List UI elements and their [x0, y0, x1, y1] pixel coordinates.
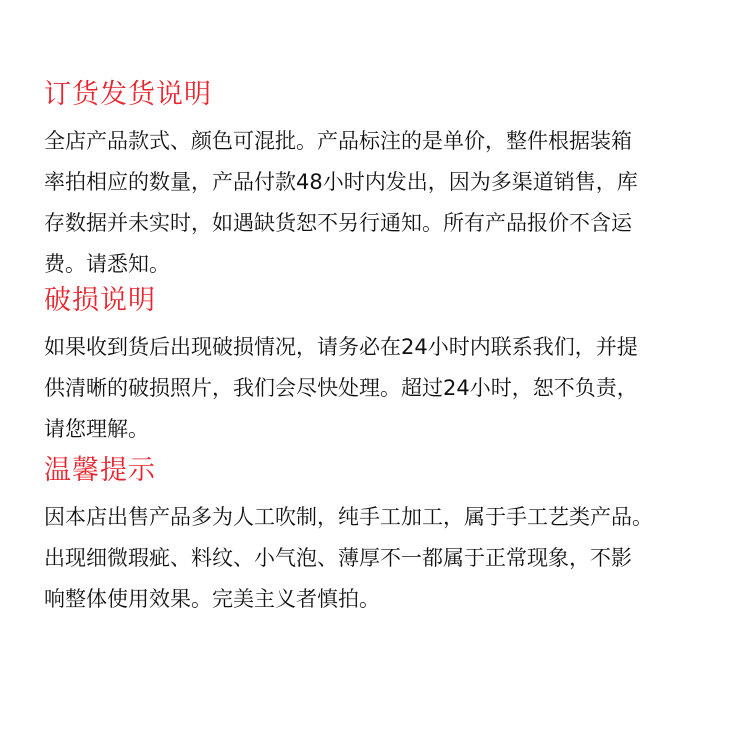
text-line: 如果收到货后出现破损情况，请务必在24小时内联系我们，并提: [44, 335, 638, 359]
warm-reminder-heading: 温馨提示: [44, 455, 156, 486]
text-line: 存数据并未实时，如遇缺货恕不另行通知。所有产品报价不含运: [44, 211, 632, 235]
warm-reminder-text: [44, 497, 708, 620]
text-line: 全店产品款式、颜色可混批。产品标注的是单价，整件根据装箱: [44, 129, 632, 153]
damage-policy-text: [44, 327, 708, 450]
text-line: 因本店出售产品多为人工吹制，纯手工加工，属于手工艺类产品。: [44, 505, 653, 529]
damage-policy-heading: 破损说明: [44, 285, 156, 316]
text-line: 供清晰的破损照片，我们会尽快处理。超过24小时，恕不负责，: [44, 376, 638, 400]
text-line: 费。请悉知。: [44, 252, 170, 276]
text-line: 请您理解。: [44, 417, 149, 441]
text-line: 出现细微瑕疵、料纹、小气泡、薄厚不一都属于正常现象，不影: [44, 546, 632, 570]
text-line: 率拍相应的数量，产品付款48小时内发出，因为多渠道销售，库: [44, 170, 638, 194]
ordering-shipping-heading: 订货发货说明: [44, 79, 212, 110]
ordering-shipping-text: [44, 121, 708, 285]
text-line: 响整体使用效果。完美主义者慎拍。: [44, 587, 380, 611]
